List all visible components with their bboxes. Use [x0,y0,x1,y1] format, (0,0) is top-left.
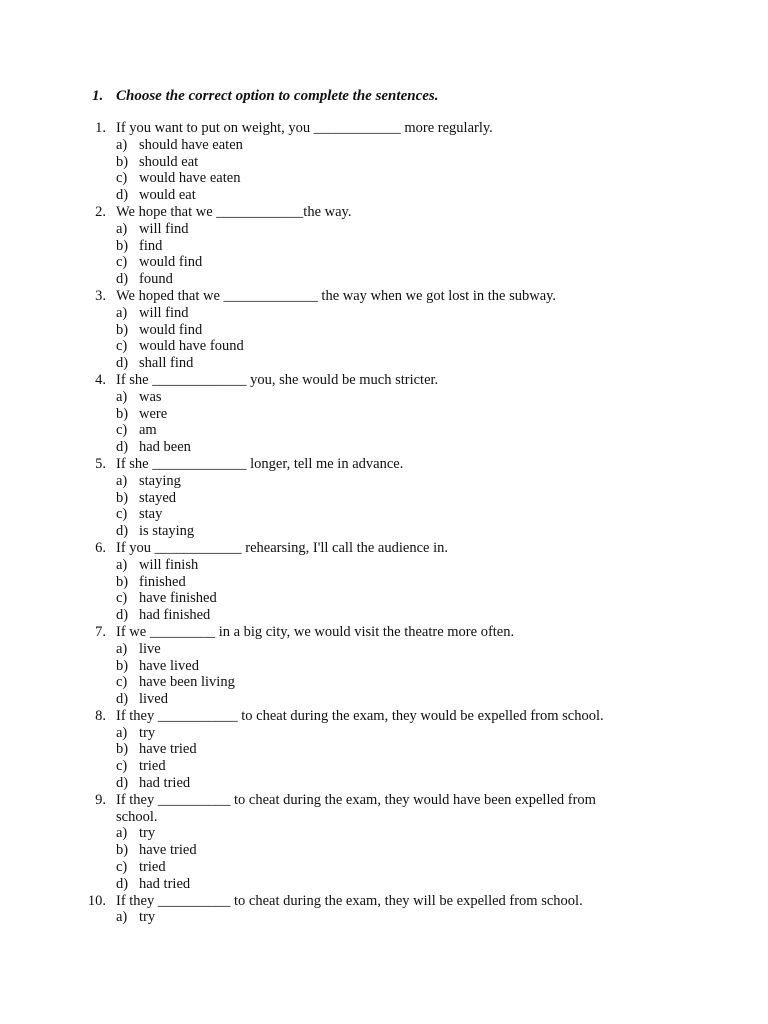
option-letter: b) [116,657,129,674]
option-text: should have eaten [139,136,243,153]
question-item [0,120,768,204]
answer-option [0,574,768,591]
option-text: have lived [139,657,199,674]
option-letter: d) [116,187,129,204]
question-number: 9. [95,791,106,808]
option-text: try [139,724,156,741]
exercise-instruction: Choose the correct option to complete the sentences. [116,88,439,104]
option-text: had been [139,439,191,456]
option-letter: d) [116,355,129,372]
option-text: will finish [139,556,199,573]
option-letter: a) [116,556,128,573]
answer-option [0,355,768,372]
option-letter: a) [116,472,128,489]
question-item [0,288,768,372]
option-letter: a) [116,304,128,321]
question-text: If they __________ to cheat during the exam, they will be expelled from school. [116,892,583,909]
option-letter: b) [116,405,129,422]
option-text: is staying [139,523,195,540]
question-number: 7. [95,623,106,640]
answer-option [0,506,768,523]
option-letter: d) [116,523,129,540]
option-text: found [139,271,173,288]
answer-option [0,725,768,742]
question-item [0,893,768,927]
option-text: have tried [139,842,197,859]
option-letter: b) [116,237,129,254]
answer-option [0,876,768,893]
option-text: try [139,825,156,842]
option-text: have finished [139,590,217,607]
question-text: If she _____________ you, she would be much stricter. [116,371,439,388]
option-text: find [139,237,163,254]
option-letter: d) [116,775,129,792]
option-text: will find [139,304,189,321]
question-item [0,624,768,708]
option-text: were [139,405,168,422]
answer-option [0,422,768,439]
answer-option [0,691,768,708]
answer-option [0,641,768,658]
answer-option [0,254,768,271]
option-letter: c) [116,338,128,355]
option-text: try [139,909,156,926]
answer-option [0,658,768,675]
question-line [0,540,768,557]
question-text: If you want to put on weight, you ____________ more regularly. [116,120,493,136]
question-text: If she _____________ longer, tell me in advance. [116,455,404,472]
option-letter: d) [116,607,129,624]
answer-option [0,741,768,758]
question-item [0,204,768,288]
option-letter: a) [116,909,128,926]
option-text: am [139,422,157,439]
question-text: We hope that we ____________the way. [116,203,352,220]
answer-option [0,859,768,876]
question-text: If they ___________ to cheat during the exam, they would be expelled from school. [116,707,604,724]
option-letter: d) [116,439,129,456]
question-line [0,893,768,910]
question-continuation-line [0,809,768,826]
question-line [0,204,768,221]
option-letter: b) [116,573,129,590]
answer-option [0,557,768,574]
question-number: 6. [95,539,106,556]
answer-option [0,271,768,288]
answer-option [0,909,768,926]
option-text: staying [139,472,181,489]
answer-option [0,775,768,792]
question-list [0,120,768,926]
answer-option [0,825,768,842]
option-letter: a) [116,136,128,153]
question-text: We hoped that we _____________ the way when we got lost in the subway. [116,287,557,304]
option-text: would eat [139,187,196,204]
answer-option [0,590,768,607]
option-text: stay [139,506,163,523]
answer-option [0,490,768,507]
exercise-heading [92,87,438,105]
answer-option [0,523,768,540]
answer-option [0,406,768,423]
option-letter: b) [116,842,129,859]
option-letter: b) [116,489,129,506]
option-text: have tried [139,741,197,758]
answer-option [0,154,768,171]
answer-option [0,439,768,456]
answer-option [0,305,768,322]
option-text: had tried [139,875,191,892]
question-line [0,456,768,473]
question-number: 2. [95,203,106,220]
answer-option [0,842,768,859]
option-letter: c) [116,590,128,607]
question-item [0,792,768,893]
option-letter: b) [116,741,129,758]
option-letter: c) [116,422,128,439]
option-text: had tried [139,775,191,792]
answer-option [0,338,768,355]
answer-option [0,674,768,691]
option-text: would have eaten [139,170,241,187]
option-letter: b) [116,153,129,170]
option-letter: d) [116,271,129,288]
answer-option [0,758,768,775]
option-text: have been living [139,674,235,691]
option-text: live [139,640,161,657]
answer-option [0,473,768,490]
question-line [0,288,768,305]
answer-option [0,137,768,154]
question-number: 10. [87,892,106,909]
option-letter: a) [116,724,128,741]
question-line [0,372,768,389]
answer-option [0,607,768,624]
option-text: had finished [139,607,211,624]
question-item [0,540,768,624]
option-text: finished [139,573,186,590]
answer-option [0,389,768,406]
option-letter: c) [116,170,128,187]
option-text: would find [139,254,203,271]
option-text: was [139,388,162,405]
option-text: should eat [139,153,199,170]
question-text: If you ____________ rehearsing, I'll call the audience in. [116,539,448,556]
question-item [0,708,768,792]
answer-option [0,187,768,204]
option-text: would have found [139,338,244,355]
option-text: will find [139,220,189,237]
question-line [0,624,768,641]
option-text: lived [139,691,168,708]
option-letter: c) [116,674,128,691]
question-number: 1. [95,120,106,136]
option-letter: c) [116,859,128,876]
option-letter: a) [116,388,128,405]
question-number: 3. [95,287,106,304]
answer-option [0,221,768,238]
answer-option [0,238,768,255]
option-letter: b) [116,321,129,338]
question-line [0,792,768,809]
question-number: 4. [95,371,106,388]
question-number: 8. [95,707,106,724]
option-text: shall find [139,355,194,372]
exercise-number: 1. [92,88,104,104]
answer-option [0,322,768,339]
question-line [0,120,768,137]
option-text: tried [139,758,166,775]
question-item [0,372,768,456]
option-text: stayed [139,489,177,506]
option-letter: d) [116,875,129,892]
option-text: would find [139,321,203,338]
question-number: 5. [95,455,106,472]
question-item [0,456,768,540]
answer-option [0,170,768,187]
question-text: If we _________ in a big city, we would visit the theatre more often. [116,623,515,640]
option-letter: a) [116,640,128,657]
option-letter: c) [116,254,128,271]
option-letter: d) [116,691,129,708]
question-line [0,708,768,725]
option-text: tried [139,859,166,876]
option-letter: c) [116,758,128,775]
question-text: If they __________ to cheat during the exam, they would have been expelled from [116,791,596,808]
option-letter: a) [116,220,128,237]
option-letter: a) [116,825,128,842]
option-letter: c) [116,506,128,523]
question-text-continued: school. [116,808,158,825]
